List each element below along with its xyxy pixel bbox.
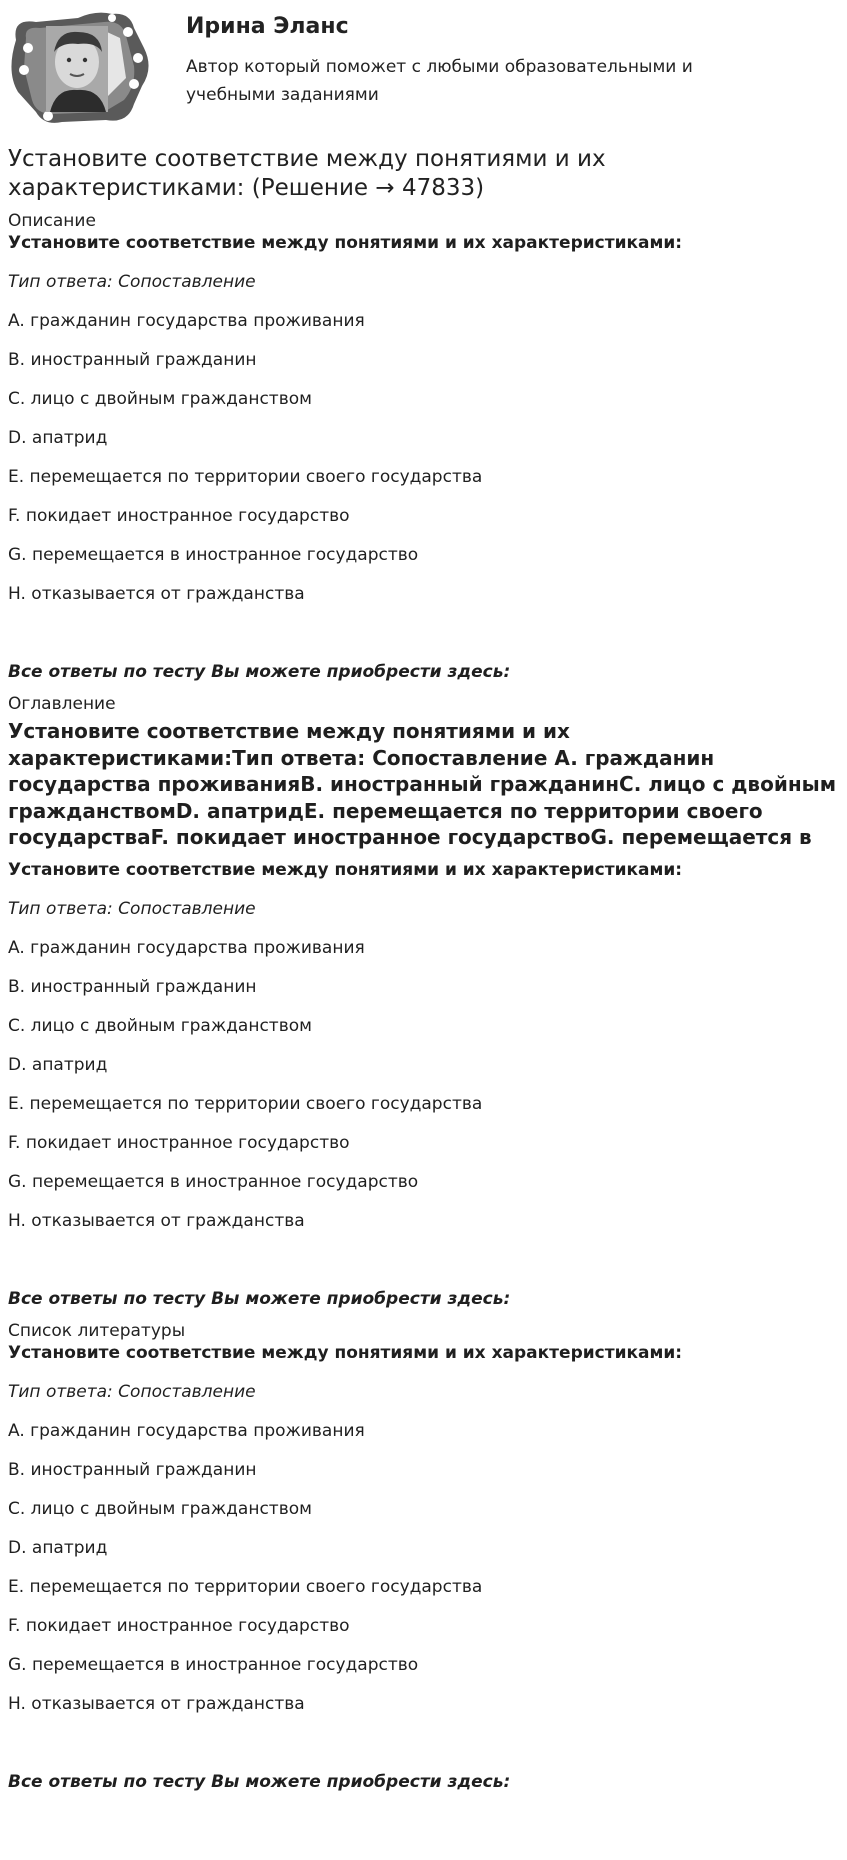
option-e: E. перемещается по территории своего государства bbox=[8, 1093, 483, 1114]
buy-answers-text: Все ответы по тесту Вы можете приобрести здесь: bbox=[8, 1771, 511, 1792]
answer-type: Тип ответа: Сопоставление bbox=[8, 1381, 256, 1402]
option-h: H. отказывается от гражданства bbox=[8, 584, 305, 604]
option-c: C. лицо с двойным гражданством bbox=[8, 389, 312, 409]
buy-answers-text: Все ответы по тесту Вы можете приобрести здесь: bbox=[8, 662, 511, 682]
answer-type: Тип ответа: Сопоставление bbox=[8, 898, 256, 919]
question-text: Установите соответствие между понятиями и их характеристиками: bbox=[8, 859, 683, 880]
option-e: E. перемещается по территории своего государства bbox=[8, 467, 483, 487]
answer-type: Тип ответа: Сопоставление bbox=[8, 272, 256, 292]
option-g: G. перемещается в иностранное государство bbox=[8, 1654, 419, 1675]
section-label-bibliography: Список литературы bbox=[8, 1320, 186, 1341]
option-a: A. гражданин государства проживания bbox=[8, 937, 365, 958]
bibliography-section bbox=[8, 1320, 838, 1793]
option-g: G. перемещается в иностранное государство bbox=[8, 545, 419, 565]
option-b: B. иностранный гражданин bbox=[8, 1459, 257, 1480]
author-card bbox=[8, 8, 838, 128]
option-a: A. гражданин государства проживания bbox=[8, 311, 365, 331]
question-text: Установите соответствие между понятиями и их характеристиками: bbox=[8, 1342, 683, 1363]
option-a: A. гражданин государства проживания bbox=[8, 1420, 365, 1441]
buy-answers-text: Все ответы по тесту Вы можете приобрести здесь: bbox=[8, 1288, 511, 1309]
option-g: G. перемещается в иностранное государство bbox=[8, 1171, 419, 1192]
question-text: Установите соответствие между понятиями и их характеристиками: bbox=[8, 233, 683, 253]
toc-heading: Установите соответствие между понятиями и их характеристиками:Тип ответа: Сопоставление A. гражданин государства проживанияB. иностранный гражданинC. лицо с двойным гражданствомD. апатридE. перемещается по территории своего государстваF. покидает иностранное государствоG. перемещается в bbox=[8, 719, 837, 849]
toc-section bbox=[8, 693, 838, 1310]
option-e: E. перемещается по территории своего государства bbox=[8, 1576, 483, 1597]
author-avatar bbox=[8, 8, 153, 126]
option-c: C. лицо с двойным гражданством bbox=[8, 1498, 312, 1519]
option-b: B. иностранный гражданин bbox=[8, 976, 257, 997]
option-f: F. покидает иностранное государство bbox=[8, 1615, 350, 1636]
section-label-description: Описание bbox=[8, 211, 96, 231]
option-h: H. отказывается от гражданства bbox=[8, 1210, 305, 1231]
section-label-toc: Оглавление bbox=[8, 694, 116, 714]
option-b: B. иностранный гражданин bbox=[8, 350, 257, 370]
option-f: F. покидает иностранное государство bbox=[8, 506, 350, 526]
description-section bbox=[8, 210, 838, 683]
option-d: D. апатрид bbox=[8, 1537, 108, 1558]
page-title: Установите соответствие между понятиями и их характеристиками: (Решение → 47833) bbox=[8, 146, 606, 201]
option-d: D. апатрид bbox=[8, 428, 108, 448]
option-f: F. покидает иностранное государство bbox=[8, 1132, 350, 1153]
author-name: Ирина Эланс bbox=[186, 14, 349, 39]
author-description: Автор который поможет с любыми образовательными и учебными заданиями bbox=[186, 57, 693, 105]
main-content bbox=[8, 145, 838, 1793]
option-d: D. апатрид bbox=[8, 1054, 108, 1075]
author-photo bbox=[46, 26, 108, 112]
option-h: H. отказывается от гражданства bbox=[8, 1693, 305, 1714]
option-c: C. лицо с двойным гражданством bbox=[8, 1015, 312, 1036]
